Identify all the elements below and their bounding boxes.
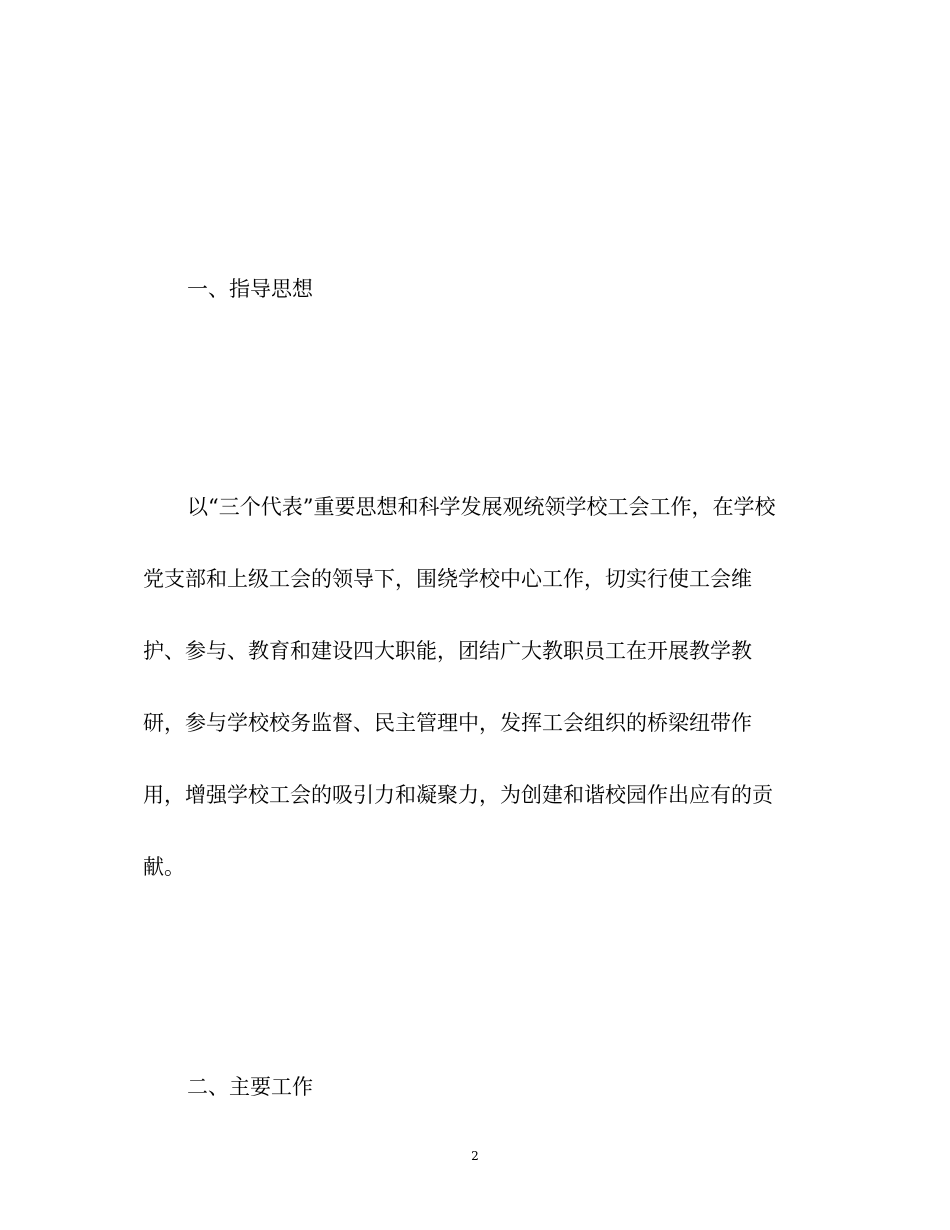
paragraph-line: 献。 [143,855,185,879]
paragraph-line: 用，增强学校工会的吸引力和凝聚力，为创建和谐校园作出应有的贡 [143,783,773,807]
page-number: 2 [471,1149,479,1163]
paragraph-line: 护、参与、教育和建设四大职能，团结广大教职员工在开展教学教 [143,639,752,663]
paragraph-line: 以“三个代表”重要思想和科学发展观统领学校工会工作，在学校 [187,495,776,519]
body-paragraph [143,491,803,923]
section-heading-main-work: 二、主要工作 [187,1075,313,1099]
section-heading-guiding-ideology: 一、指导思想 [187,277,313,301]
paragraph-line: 研，参与学校校务监督、民主管理中，发挥工会组织的桥梁纽带作 [143,711,752,735]
paragraph-line: 党支部和上级工会的领导下，围绕学校中心工作，切实行使工会维 [143,567,752,591]
